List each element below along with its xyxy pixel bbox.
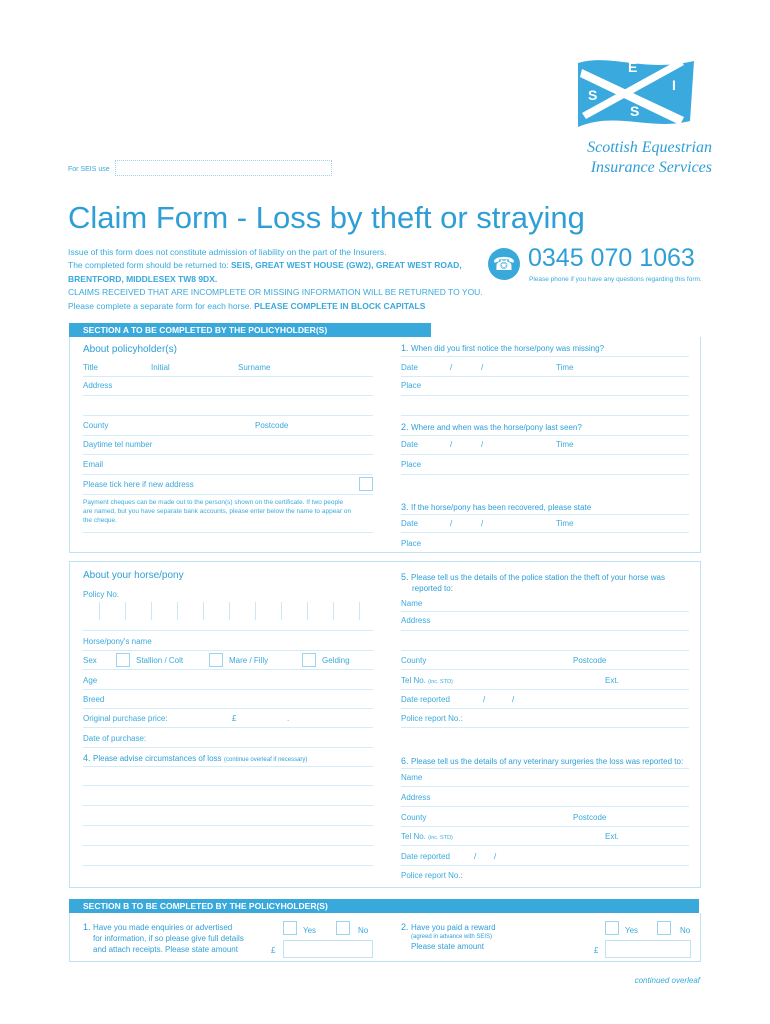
q1-place-label: Place	[401, 381, 422, 390]
b2-yes-checkbox[interactable]	[605, 921, 619, 935]
b2-yes-label: Yes	[625, 926, 639, 935]
seis-logo	[572, 55, 702, 135]
age-label: Age	[83, 676, 98, 685]
phone-number: 0345 070 1063	[528, 244, 695, 272]
vet-tel-label: Tel No. (inc. STD)	[401, 832, 453, 841]
company-name: Scottish Equestrian Insurance Services	[587, 139, 712, 176]
q1-text: 1. When did you first notice the horse/pony was missing?	[401, 343, 605, 353]
q4-text: 4. Please advise circumstances of loss (continue overleaf if necessary)	[83, 753, 308, 763]
q2-date-slash-2: /	[481, 440, 484, 449]
payment-note: Payment cheques can be made out to the person(s) shown on the certificate. If two people are named, but you have separate bank accounts, please enter below the name to appear on the cheque.	[83, 499, 352, 524]
about-policyholder-heading: About policyholder(s)	[83, 344, 177, 355]
logo-letter-e: E	[628, 59, 638, 75]
county-label: County	[83, 421, 109, 430]
vet-ext-label: Ext.	[605, 832, 619, 841]
vet-date-reported-label: Date reported	[401, 852, 450, 861]
mare-label: Mare / Filly	[229, 656, 269, 665]
b1-yes-checkbox[interactable]	[283, 921, 297, 935]
police-date-reported-label: Date reported	[401, 695, 450, 704]
police-county-label: County	[401, 656, 427, 665]
logo-letter-s2: S	[630, 103, 640, 119]
q1-time-label: Time	[556, 363, 574, 372]
q3-date-slash-2: /	[481, 519, 484, 528]
vet-date-slash-2: /	[494, 852, 497, 861]
email-label: Email	[83, 460, 104, 469]
address-label: Address	[83, 381, 113, 390]
q1-date-label: Date	[401, 363, 418, 372]
b1-amount-input[interactable]	[283, 940, 373, 958]
surname-label: Surname	[238, 363, 271, 372]
q3-date-slash-1: /	[450, 519, 453, 528]
q2-time-label: Time	[556, 440, 574, 449]
purchase-date-label: Date of purchase:	[83, 734, 147, 743]
b2-pound-sign: £	[594, 946, 599, 955]
phone-icon: ☎	[488, 248, 520, 280]
mare-checkbox[interactable]	[209, 653, 223, 667]
q3-date-label: Date	[401, 519, 418, 528]
q6-text: 6. Please tell us the details of any veterinary surgeries the loss was reported to:	[401, 756, 684, 766]
office-use-label: For SEIS use	[68, 166, 110, 173]
logo-letter-i: I	[672, 77, 676, 93]
q1-date-slash-1: /	[450, 363, 453, 372]
q3-time-label: Time	[556, 519, 574, 528]
gelding-checkbox[interactable]	[302, 653, 316, 667]
initial-label: Initial	[151, 363, 170, 372]
q2-text: 2. Where and when was the horse/pony last seen?	[401, 422, 582, 432]
stallion-checkbox[interactable]	[116, 653, 130, 667]
police-report-label: Police report No.:	[401, 714, 463, 723]
police-address-label: Address	[401, 616, 431, 625]
title-label: Title	[83, 363, 98, 372]
horse-name-label: Horse/pony's name	[83, 637, 152, 646]
vet-report-label: Police report No.:	[401, 871, 463, 880]
policy-no-cells[interactable]	[83, 602, 373, 620]
breed-label: Breed	[83, 695, 105, 704]
policy-no-label: Policy No.	[83, 590, 120, 599]
section-b-q1: 1. Have you made enquiries or advertised for information, if so please give full details and attach receipts. Please state amount	[83, 922, 244, 954]
q2-date-label: Date	[401, 440, 418, 449]
police-postcode-label: Postcode	[573, 656, 607, 665]
about-horse-heading: About your horse/pony	[83, 570, 184, 581]
b1-yes-label: Yes	[303, 926, 317, 935]
decimal-point: .	[287, 714, 290, 723]
q5-text: 5. Please tell us the details of the police station the theft of your horse was reported to:	[401, 572, 665, 593]
police-tel-label: Tel No. (inc. STD)	[401, 676, 453, 685]
vet-postcode-label: Postcode	[573, 813, 607, 822]
police-date-slash-1: /	[483, 695, 486, 704]
daytime-tel-label: Daytime tel number	[83, 440, 153, 449]
b2-no-checkbox[interactable]	[657, 921, 671, 935]
new-address-checkbox[interactable]	[359, 477, 373, 491]
section-b-q2: 2. Have you paid a reward (agreed in advance with SEIS) Please state amount	[401, 922, 496, 951]
b1-pound-sign: £	[271, 946, 276, 955]
phone-note: Please phone if you have any questions regarding this form.	[529, 276, 702, 283]
postcode-label: Postcode	[255, 421, 289, 430]
q3-text: 3. If the horse/pony has been recovered, please state	[401, 502, 592, 512]
section-a-header: SECTION A TO BE COMPLETED BY THE POLICYHOLDER(S)	[69, 323, 431, 337]
police-ext-label: Ext.	[605, 676, 619, 685]
continued-overleaf: continued overleaf	[634, 976, 700, 985]
section-b-header: SECTION B TO BE COMPLETED BY THE POLICYHOLDER(S)	[69, 899, 699, 913]
new-address-label: Please tick here if new address	[83, 480, 194, 489]
intro-text: Issue of this form does not constitute admission of liability on the part of the Insurers. The completed form should be returned to: SEIS, GREAT WEST HOUSE (GW2), GREAT WEST ROAD, BRENTFORD, MIDDLESEX TW8 9DX. CLAIMS RECEIVED THAT ARE INCOMPLETE OR MISSING INFORMATION WILL BE RETURNED TO YOU. Please complete a separate form for each horse. PLEASE COMPLETE IN BLOCK CAPITALS	[68, 247, 483, 311]
stallion-label: Stallion / Colt	[136, 656, 184, 665]
vet-county-label: County	[401, 813, 427, 822]
b2-amount-input[interactable]	[605, 940, 691, 958]
pound-sign: £	[232, 714, 237, 723]
q2-date-slash-1: /	[450, 440, 453, 449]
b2-no-label: No	[680, 926, 691, 935]
q3-place-label: Place	[401, 539, 422, 548]
b1-no-checkbox[interactable]	[336, 921, 350, 935]
police-date-slash-2: /	[512, 695, 515, 704]
purchase-price-label: Original purchase price:	[83, 714, 168, 723]
q1-date-slash-2: /	[481, 363, 484, 372]
q2-place-label: Place	[401, 460, 422, 469]
office-use-box[interactable]	[115, 160, 332, 176]
logo-letter-s1: S	[588, 87, 598, 103]
sex-label: Sex	[83, 656, 97, 665]
vet-address-label: Address	[401, 793, 431, 802]
vet-name-label: Name	[401, 773, 423, 782]
b1-no-label: No	[358, 926, 369, 935]
police-name-label: Name	[401, 599, 423, 608]
gelding-label: Gelding	[322, 656, 350, 665]
page-title: Claim Form - Loss by theft or straying	[68, 200, 585, 235]
vet-date-slash-1: /	[474, 852, 477, 861]
